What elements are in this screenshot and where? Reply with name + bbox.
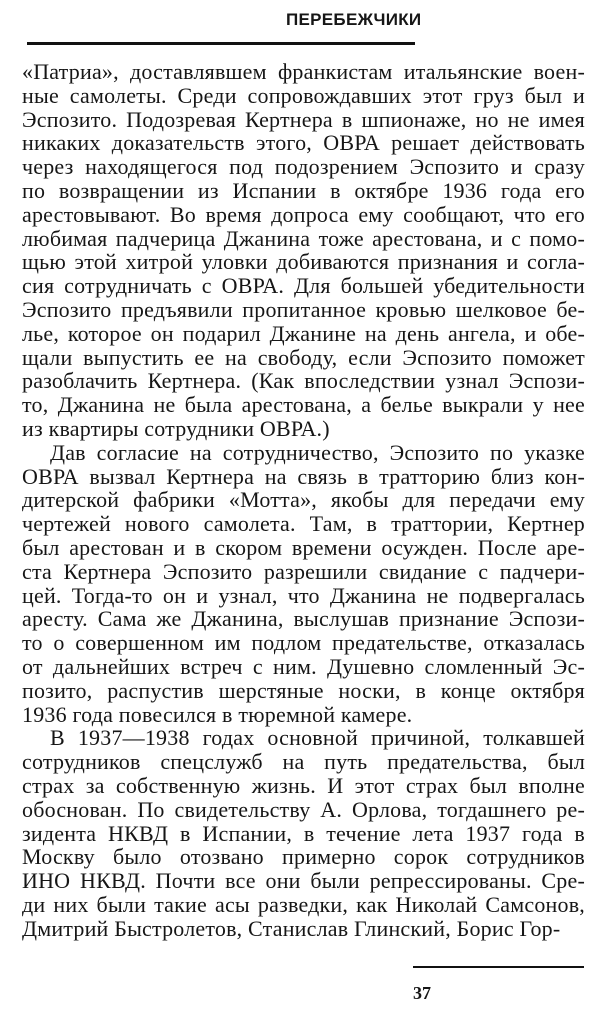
text-line: цей. Тогда-то он и узнал, что Джанина не подвергалась	[22, 582, 585, 608]
text-line: через находящегося под подозрением Эспозито и сразу	[22, 154, 585, 180]
text-line: щали выпустить ее на свободу, если Эспозито поможет	[22, 344, 585, 370]
text-line: страх за собственную жизнь. И этот страх был вполне	[22, 772, 585, 798]
page-number: 37	[413, 983, 431, 1003]
text-line: был арестован и в скором времени осужден. После аре-	[22, 534, 585, 560]
text-line: ди них были такие асы разведки, как Николай Самсонов,	[22, 891, 585, 917]
text-line: ные самолеты. Среди сопровождавших этот груз был и	[22, 82, 585, 108]
text-line: Москву было отозвано примерно сорок сотрудников	[22, 844, 585, 870]
text-line: Дав согласие на сотрудничество, Эспозито по указке	[50, 439, 585, 465]
text-line: позито, распустив шерстяные носки, в конце октября	[22, 677, 585, 703]
text-line: из квартиры сотрудники ОВРА.)	[22, 415, 330, 441]
text-line: обоснован. По свидетельству А. Орлова, тогдашнего ре-	[22, 796, 585, 822]
text-line: то о совершенном им подлом предательстве, отказалась	[22, 630, 585, 656]
text-line: от дальнейших встреч с ним. Душевно сломленный Эс-	[22, 653, 585, 679]
running-title: ПЕРЕБЕЖЧИКИ	[286, 10, 422, 29]
text-line: 1936 года повесился в тюремной камере.	[22, 701, 413, 727]
text-line: по возвращении из Испании в октябре 1936 года его	[22, 177, 585, 203]
text-line: чертежей нового самолета. Там, в траттории, Кертнер	[22, 511, 585, 537]
footer-rule	[413, 966, 584, 968]
text-line: лье, которое он подарил Джанине на день ангела, и обе-	[22, 320, 585, 346]
text-line: «Патриа», доставлявшем франкистам итальянские воен-	[22, 59, 585, 84]
text-line: никаких доказательств этого, ОВРА решает действовать	[22, 130, 585, 156]
header-rule	[27, 42, 415, 45]
body-text	[22, 60, 585, 940]
text-line: аресту. Сама же Джанина, выслушав признание Эспози-	[22, 606, 585, 632]
text-line: В 1937—1938 годах основной причиной, толкавшей	[50, 725, 585, 751]
text-line: сия сотрудничать с ОВРА. Для большей убедительности	[22, 273, 585, 299]
text-line: Эспозито предъявили пропитанное кровью шелковое бе-	[22, 296, 585, 322]
text-line: ИНО НКВД. Почти все они были репрессированы. Сре-	[22, 868, 585, 894]
text-line: ОВРА вызвал Кертнера на связь в тратторию близ кон-	[22, 463, 585, 489]
text-line: сотрудников спецслужб на путь предательства, был	[22, 749, 585, 775]
text-line: любимая падчерица Джанина тоже арестована, и с помо-	[22, 225, 585, 251]
text-line: щью этой хитрой уловки добиваются признания и согла-	[22, 249, 585, 275]
text-line: разоблачить Кертнера. (Как впоследствии узнал Эспози-	[22, 368, 585, 394]
text-line: Эспозито. Подозревая Кертнера в шпионаже, но не имея	[22, 106, 585, 132]
text-line: арестовывают. Во время допроса ему сообщают, что его	[22, 201, 585, 227]
text-line: Дмитрий Быстролетов, Станислав Глинский, Борис Гор-	[22, 915, 561, 941]
text-line: зидента НКВД в Испании, в течение лета 1937 года в	[22, 820, 585, 846]
text-line: ста Кертнера Эспозито разрешили свидание с падчери-	[22, 558, 585, 584]
text-line: то, Джанина не была арестована, а белье выкрали у нее	[22, 392, 585, 418]
text-line: дитерской фабрики «Мотта», якобы для передачи ему	[22, 487, 585, 513]
